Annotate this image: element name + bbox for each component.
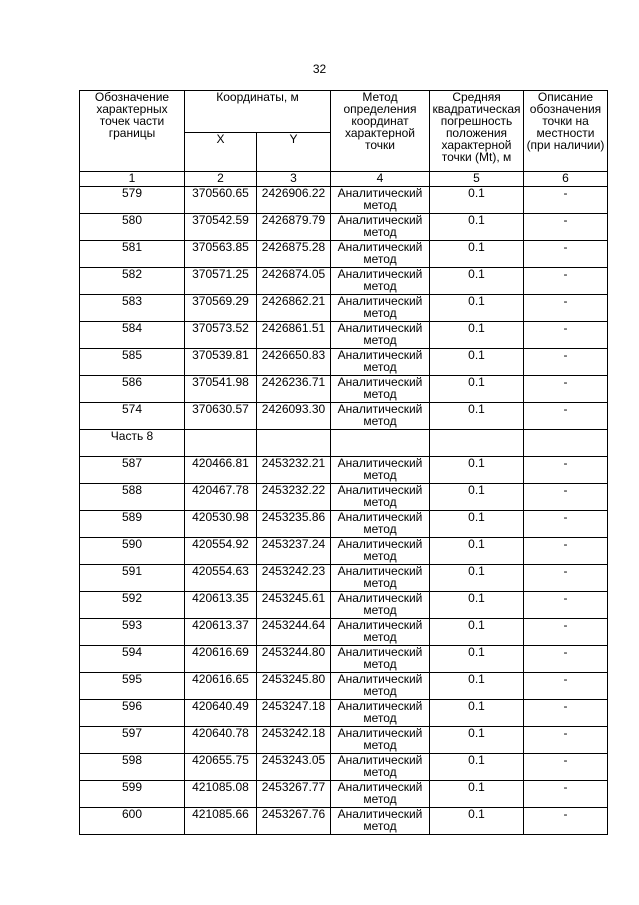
point-id-cell: 600 (80, 808, 185, 835)
method-cell: Аналитический метод (331, 646, 430, 673)
y-coordinate-cell: 2453243.05 (257, 754, 331, 781)
method-cell: Аналитический метод (331, 187, 430, 214)
x-coordinate-cell: 370630.57 (185, 403, 257, 430)
x-coordinate-cell: 370541.98 (185, 376, 257, 403)
error-cell: 0.1 (430, 187, 524, 214)
description-cell: - (524, 592, 608, 619)
point-id-cell: 599 (80, 781, 185, 808)
column-number: 4 (331, 172, 430, 187)
header-coordinates: Координаты, м (185, 91, 331, 133)
error-cell: 0.1 (430, 781, 524, 808)
table-row (80, 268, 608, 295)
x-coordinate-cell: 420613.35 (185, 592, 257, 619)
y-coordinate-cell: 2453267.77 (257, 781, 331, 808)
x-coordinate-cell: 420640.78 (185, 727, 257, 754)
method-cell: Аналитический метод (331, 754, 430, 781)
method-cell: Аналитический метод (331, 673, 430, 700)
x-coordinate-cell: 370563.85 (185, 241, 257, 268)
error-cell: 0.1 (430, 538, 524, 565)
method-cell: Аналитический метод (331, 214, 430, 241)
header-row (80, 91, 608, 133)
part-row (80, 430, 608, 457)
y-coordinate-cell: 2453245.80 (257, 673, 331, 700)
x-coordinate-cell: 370569.29 (185, 295, 257, 322)
error-cell: 0.1 (430, 268, 524, 295)
point-id-cell: 592 (80, 592, 185, 619)
x-coordinate-cell: 421085.08 (185, 781, 257, 808)
point-id-cell: 596 (80, 700, 185, 727)
table-row (80, 457, 608, 484)
point-id-cell: 579 (80, 187, 185, 214)
x-coordinate-cell: 421085.66 (185, 808, 257, 835)
error-cell: 0.1 (430, 322, 524, 349)
y-coordinate-cell: 2453242.23 (257, 565, 331, 592)
point-id-cell: 593 (80, 619, 185, 646)
table-row (80, 727, 608, 754)
table-row (80, 484, 608, 511)
x-coordinate-cell: 420616.69 (185, 646, 257, 673)
description-cell: - (524, 565, 608, 592)
y-coordinate-cell: 2453245.61 (257, 592, 331, 619)
empty-cell (524, 430, 608, 457)
point-id-cell: 591 (80, 565, 185, 592)
table-row (80, 592, 608, 619)
method-cell: Аналитический метод (331, 376, 430, 403)
point-id-cell: 589 (80, 511, 185, 538)
description-cell: - (524, 241, 608, 268)
column-number: 1 (80, 172, 185, 187)
description-cell: - (524, 673, 608, 700)
y-coordinate-cell: 2426861.51 (257, 322, 331, 349)
x-coordinate-cell: 420554.63 (185, 565, 257, 592)
header-method: Метод определения координат характерной точки (331, 91, 430, 172)
x-coordinate-cell: 370573.52 (185, 322, 257, 349)
y-coordinate-cell: 2426879.79 (257, 214, 331, 241)
y-coordinate-cell: 2453235.86 (257, 511, 331, 538)
x-coordinate-cell: 420613.37 (185, 619, 257, 646)
empty-cell (185, 430, 257, 457)
error-cell: 0.1 (430, 484, 524, 511)
description-cell: - (524, 457, 608, 484)
point-id-cell: 590 (80, 538, 185, 565)
description-cell: - (524, 781, 608, 808)
table-row (80, 376, 608, 403)
table-row (80, 187, 608, 214)
error-cell: 0.1 (430, 592, 524, 619)
description-cell: - (524, 403, 608, 430)
point-id-cell: 595 (80, 673, 185, 700)
method-cell: Аналитический метод (331, 322, 430, 349)
y-coordinate-cell: 2426875.28 (257, 241, 331, 268)
point-id-cell: 587 (80, 457, 185, 484)
y-coordinate-cell: 2453232.22 (257, 484, 331, 511)
y-coordinate-cell: 2426093.30 (257, 403, 331, 430)
coordinates-table (79, 90, 608, 835)
y-coordinate-cell: 2453232.21 (257, 457, 331, 484)
part-label: Часть 8 (80, 430, 185, 457)
table-row (80, 754, 608, 781)
table-row (80, 808, 608, 835)
x-coordinate-cell: 420466.81 (185, 457, 257, 484)
error-cell: 0.1 (430, 349, 524, 376)
description-cell: - (524, 727, 608, 754)
header-description: Описание обозначения точки на местности (при наличии) (524, 91, 608, 172)
y-coordinate-cell: 2453244.80 (257, 646, 331, 673)
x-coordinate-cell: 420554.92 (185, 538, 257, 565)
empty-cell (430, 430, 524, 457)
method-cell: Аналитический метод (331, 538, 430, 565)
error-cell: 0.1 (430, 241, 524, 268)
method-cell: Аналитический метод (331, 727, 430, 754)
error-cell: 0.1 (430, 619, 524, 646)
error-cell: 0.1 (430, 700, 524, 727)
y-coordinate-cell: 2453247.18 (257, 700, 331, 727)
table-row (80, 646, 608, 673)
page-number: 32 (312, 62, 327, 76)
table-row (80, 781, 608, 808)
description-cell: - (524, 484, 608, 511)
column-number-row (80, 172, 608, 187)
error-cell: 0.1 (430, 511, 524, 538)
description-cell: - (524, 808, 608, 835)
error-cell: 0.1 (430, 673, 524, 700)
point-id-cell: 597 (80, 727, 185, 754)
point-id-cell: 580 (80, 214, 185, 241)
point-id-cell: 594 (80, 646, 185, 673)
error-cell: 0.1 (430, 376, 524, 403)
description-cell: - (524, 214, 608, 241)
point-id-cell: 584 (80, 322, 185, 349)
header-error: Средняя квадратическая погрешность положения характерной точки (Mt), м (430, 91, 524, 172)
error-cell: 0.1 (430, 403, 524, 430)
x-coordinate-cell: 370539.81 (185, 349, 257, 376)
y-coordinate-cell: 2426650.83 (257, 349, 331, 376)
column-number: 6 (524, 172, 608, 187)
method-cell: Аналитический метод (331, 484, 430, 511)
description-cell: - (524, 268, 608, 295)
header-x: X (185, 133, 257, 172)
y-coordinate-cell: 2426906.22 (257, 187, 331, 214)
point-id-cell: 583 (80, 295, 185, 322)
method-cell: Аналитический метод (331, 349, 430, 376)
point-id-cell: 574 (80, 403, 185, 430)
method-cell: Аналитический метод (331, 511, 430, 538)
y-coordinate-cell: 2453237.24 (257, 538, 331, 565)
table-row (80, 619, 608, 646)
error-cell: 0.1 (430, 457, 524, 484)
description-cell: - (524, 538, 608, 565)
x-coordinate-cell: 420467.78 (185, 484, 257, 511)
table-row (80, 673, 608, 700)
description-cell: - (524, 619, 608, 646)
error-cell: 0.1 (430, 727, 524, 754)
description-cell: - (524, 295, 608, 322)
x-coordinate-cell: 420616.65 (185, 673, 257, 700)
x-coordinate-cell: 370542.59 (185, 214, 257, 241)
method-cell: Аналитический метод (331, 403, 430, 430)
method-cell: Аналитический метод (331, 619, 430, 646)
empty-cell (257, 430, 331, 457)
method-cell: Аналитический метод (331, 808, 430, 835)
empty-cell (331, 430, 430, 457)
point-id-cell: 598 (80, 754, 185, 781)
error-cell: 0.1 (430, 646, 524, 673)
header-point-designation: Обозначение характерных точек части границы (80, 91, 185, 172)
method-cell: Аналитический метод (331, 565, 430, 592)
error-cell: 0.1 (430, 808, 524, 835)
method-cell: Аналитический метод (331, 295, 430, 322)
method-cell: Аналитический метод (331, 241, 430, 268)
y-coordinate-cell: 2453267.76 (257, 808, 331, 835)
y-coordinate-cell: 2426862.21 (257, 295, 331, 322)
table-row (80, 322, 608, 349)
column-number: 2 (185, 172, 257, 187)
point-id-cell: 582 (80, 268, 185, 295)
method-cell: Аналитический метод (331, 700, 430, 727)
point-id-cell: 581 (80, 241, 185, 268)
method-cell: Аналитический метод (331, 268, 430, 295)
method-cell: Аналитический метод (331, 781, 430, 808)
point-id-cell: 585 (80, 349, 185, 376)
table-row (80, 403, 608, 430)
point-id-cell: 586 (80, 376, 185, 403)
method-cell: Аналитический метод (331, 457, 430, 484)
y-coordinate-cell: 2453242.18 (257, 727, 331, 754)
x-coordinate-cell: 370560.65 (185, 187, 257, 214)
y-coordinate-cell: 2453244.64 (257, 619, 331, 646)
y-coordinate-cell: 2426874.05 (257, 268, 331, 295)
description-cell: - (524, 646, 608, 673)
error-cell: 0.1 (430, 754, 524, 781)
description-cell: - (524, 754, 608, 781)
y-coordinate-cell: 2426236.71 (257, 376, 331, 403)
x-coordinate-cell: 370571.25 (185, 268, 257, 295)
table-row (80, 295, 608, 322)
table-row (80, 565, 608, 592)
point-id-cell: 588 (80, 484, 185, 511)
description-cell: - (524, 511, 608, 538)
error-cell: 0.1 (430, 214, 524, 241)
header-y: Y (257, 133, 331, 172)
column-number: 3 (257, 172, 331, 187)
x-coordinate-cell: 420530.98 (185, 511, 257, 538)
table-row (80, 241, 608, 268)
error-cell: 0.1 (430, 565, 524, 592)
table-row (80, 214, 608, 241)
description-cell: - (524, 700, 608, 727)
x-coordinate-cell: 420640.49 (185, 700, 257, 727)
table-row (80, 538, 608, 565)
column-number: 5 (430, 172, 524, 187)
table-row (80, 511, 608, 538)
description-cell: - (524, 187, 608, 214)
description-cell: - (524, 322, 608, 349)
table-row (80, 700, 608, 727)
description-cell: - (524, 376, 608, 403)
table-row (80, 349, 608, 376)
method-cell: Аналитический метод (331, 592, 430, 619)
error-cell: 0.1 (430, 295, 524, 322)
description-cell: - (524, 349, 608, 376)
x-coordinate-cell: 420655.75 (185, 754, 257, 781)
